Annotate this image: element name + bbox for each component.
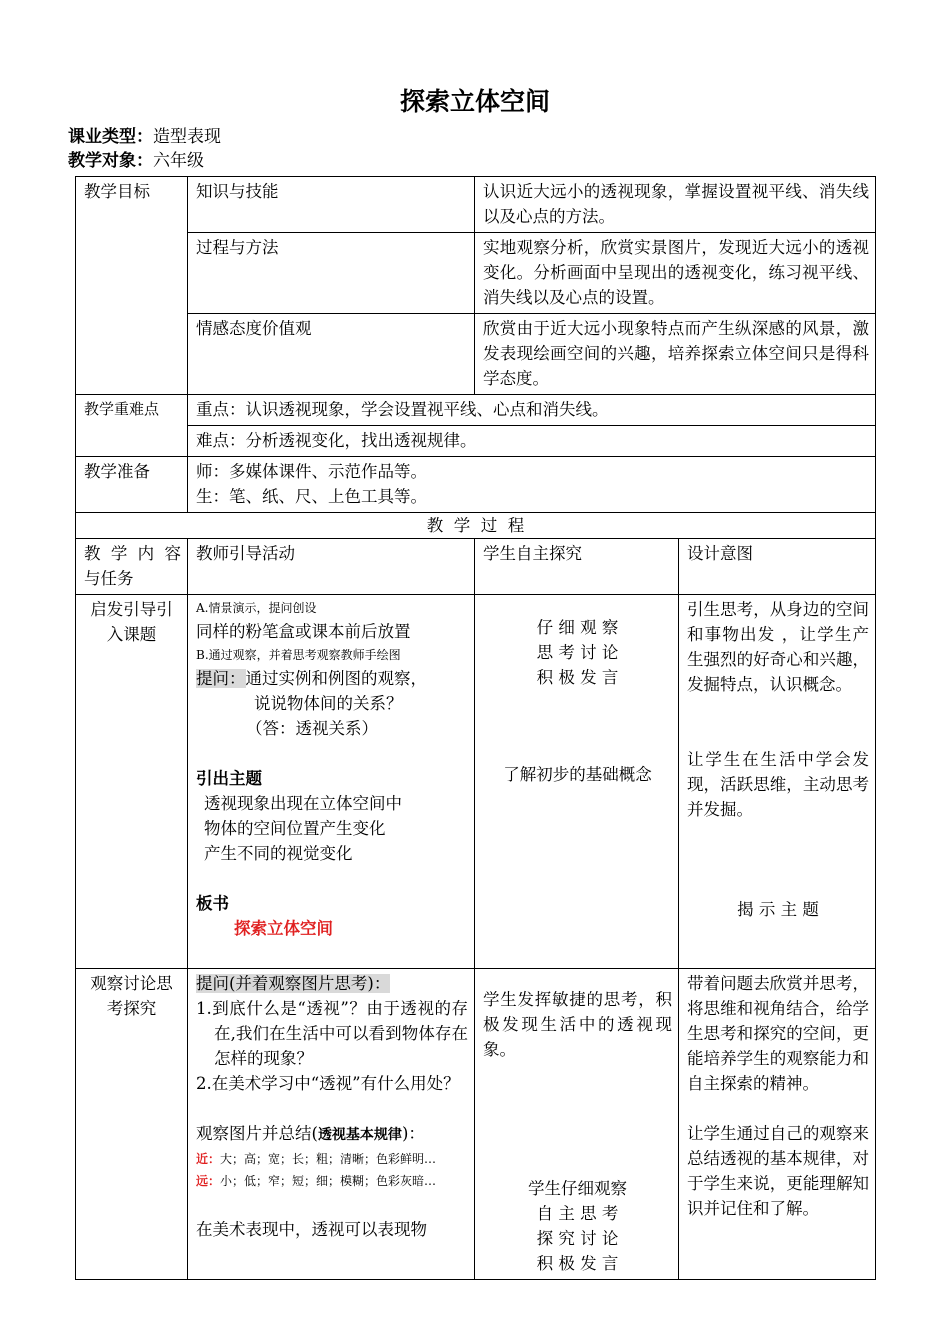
stage1-theme-line: 透视现象出现在立体空间中 bbox=[204, 794, 402, 813]
stage2-name: 观察讨论思考探究 bbox=[76, 969, 188, 1280]
stage2-row bbox=[76, 969, 876, 1280]
stage2-question-2: 2.在美术学习中“透视”有什么用处？ bbox=[196, 1074, 460, 1093]
stage1-intent-2: 让学生在生活中学会发现，活跃思维，主动思考并发掘。 bbox=[687, 750, 869, 819]
stage1-name: 启发引导引入课题 bbox=[76, 595, 188, 969]
goal-content: 实地观察分析，欣赏实景图片，发现近大远小的透视变化。分析画面中呈现出的透视变化，练习视平线、消失线以及心点的设置。 bbox=[475, 233, 876, 314]
stage1-theme-label: 引出主题 bbox=[196, 769, 262, 788]
stage1-student-concept: 了解初步的基础概念 bbox=[503, 765, 652, 784]
stage1-question-text1: 通过实例和例图的观察， bbox=[245, 669, 427, 688]
keypoints-row-1 bbox=[76, 395, 876, 426]
page-title: 探索立体空间 bbox=[399, 87, 550, 116]
goals-row-3 bbox=[76, 314, 876, 395]
goal-aspect: 过程与方法 bbox=[188, 233, 475, 314]
stage2-teacher bbox=[188, 969, 475, 1280]
preparation-content bbox=[188, 457, 876, 513]
stage1-student-line: 积 极 发 言 bbox=[536, 668, 619, 687]
stage1-step-a-text: 同样的粉笔盒或课本前后放置 bbox=[196, 622, 411, 641]
stage1-question bbox=[196, 666, 468, 691]
stage1-student bbox=[475, 595, 679, 969]
preparation-teacher: 师：多媒体课件、示范作品等。 bbox=[196, 462, 427, 481]
process-header-row bbox=[76, 513, 876, 539]
col-header-student: 学生自主探究 bbox=[475, 539, 679, 595]
keypoints-difficulty: 难点：分析透视变化，找出透视规律。 bbox=[188, 426, 876, 457]
course-type-value: 造型表现 bbox=[153, 127, 221, 147]
preparation-row bbox=[76, 457, 876, 513]
stage1-theme-line: 物体的空间位置产生变化 bbox=[204, 819, 386, 838]
goal-aspect: 情感态度价值观 bbox=[188, 314, 475, 395]
stage1-teacher bbox=[188, 595, 475, 969]
stage1-question-label: 提问： bbox=[196, 669, 246, 688]
preparation-student: 生：笔、纸、尺、上色工具等。 bbox=[196, 487, 427, 506]
stage2-summary-prefix: 观察图片并总结( bbox=[196, 1124, 318, 1143]
stage2-far-text: 小；低；窄；短；细；模糊；色彩灰暗… bbox=[220, 1174, 437, 1188]
stage2-last-line: 在美术表现中，透视可以表现物 bbox=[196, 1220, 427, 1239]
stage1-answer: （答：透视关系） bbox=[246, 719, 378, 738]
stage1-intent bbox=[679, 595, 876, 969]
stage2-intent-2: 让学生通过自己的观察来总结透视的基本规律，对于学生来说，更能理解知识并记住和了解。 bbox=[687, 1124, 869, 1218]
column-header-row bbox=[76, 539, 876, 595]
stage2-student-line: 自 主 思 考 bbox=[536, 1204, 619, 1223]
stage2-intent-1: 带着问题去欣赏并思考，将思维和视角结合，给学生思考和探究的空间，更能培养学生的观察能力和自主探索的精神。 bbox=[687, 974, 869, 1093]
stage2-student-line: 探 究 讨 论 bbox=[536, 1229, 619, 1248]
stage1-board-label: 板书 bbox=[196, 894, 229, 913]
stage1-student-line: 仔 细 观 察 bbox=[536, 618, 619, 637]
col-header-intent: 设计意图 bbox=[679, 539, 876, 595]
stage2-far-label: 远： bbox=[196, 1174, 221, 1188]
stage1-row bbox=[76, 595, 876, 969]
goal-content: 认识近大远小的透视现象，掌握设置视平线、消失线以及心点的方法。 bbox=[475, 177, 876, 233]
preparation-label: 教学准备 bbox=[76, 457, 188, 513]
stage2-near-text: 大；高；宽；长；粗；清晰；色彩鲜明… bbox=[220, 1152, 437, 1166]
stage2-student-line: 积 极 发 言 bbox=[536, 1254, 619, 1273]
stage2-near bbox=[196, 1148, 468, 1170]
goal-aspect: 知识与技能 bbox=[188, 177, 475, 233]
stage2-intent bbox=[679, 969, 876, 1280]
target-line bbox=[68, 149, 204, 173]
stage1-theme-line: 产生不同的视觉变化 bbox=[204, 844, 353, 863]
lesson-plan-table bbox=[75, 176, 876, 1280]
course-type-label: 课业类型： bbox=[68, 127, 153, 147]
stage1-step-b: B.通过观察，并着思考观察教师手绘图 bbox=[196, 648, 401, 662]
stage2-far bbox=[196, 1170, 468, 1192]
goals-row-1 bbox=[76, 177, 876, 233]
col-header-content: 教 学 内 容与任务 bbox=[76, 539, 188, 595]
stage1-student-line: 思 考 讨 论 bbox=[536, 643, 619, 662]
target-value: 六年级 bbox=[153, 151, 204, 171]
stage2-summary-suffix: )： bbox=[401, 1124, 425, 1143]
stage2-student-line: 学生仔细观察 bbox=[528, 1179, 627, 1198]
keypoints-focus: 重点：认识透视现象，学会设置视平线、心点和消失线。 bbox=[188, 395, 876, 426]
goals-row-2 bbox=[76, 233, 876, 314]
stage2-student bbox=[475, 969, 679, 1280]
goal-content: 欣赏由于近大远小现象特点而产生纵深感的风景，激发表现绘画空间的兴趣，培养探索立体空间只是得科学态度。 bbox=[475, 314, 876, 395]
stage2-question-label: 提问(并着观察图片思考)： bbox=[196, 974, 391, 993]
stage2-student-1: 学生发挥敏捷的思考，积极发现生活中的透视现象。 bbox=[483, 990, 672, 1059]
goals-label: 教学目标 bbox=[76, 177, 188, 395]
target-label: 教学对象： bbox=[68, 151, 153, 171]
col-header-teacher: 教师引导活动 bbox=[188, 539, 475, 595]
stage2-summary-bold: 透视基本规律 bbox=[317, 1127, 402, 1143]
keypoints-label: 教学重难点 bbox=[76, 395, 188, 457]
stage1-board-title: 探索立体空间 bbox=[234, 919, 333, 938]
stage1-intent-3: 揭 示 主 题 bbox=[737, 900, 819, 919]
keypoints-row-2 bbox=[76, 426, 876, 457]
process-header: 教 学 过 程 bbox=[76, 513, 876, 539]
stage2-summary bbox=[196, 1121, 468, 1148]
stage1-intent-1: 引生思考，从身边的空间和事物出发 ，让学生产生强烈的好奇心和兴趣，发掘特点，认识概念。 bbox=[687, 600, 869, 694]
stage1-step-a: A.情景演示，提问创设 bbox=[196, 601, 317, 615]
stage1-question-text2: 说说物体间的关系？ bbox=[254, 694, 403, 713]
stage2-question-1: 1.到底什么是“透视”？由于透视的存在,我们在生活中可以看到物体存在怎样的现象？ bbox=[196, 999, 468, 1068]
stage2-near-label: 近： bbox=[196, 1152, 221, 1166]
course-type-line bbox=[68, 125, 221, 149]
